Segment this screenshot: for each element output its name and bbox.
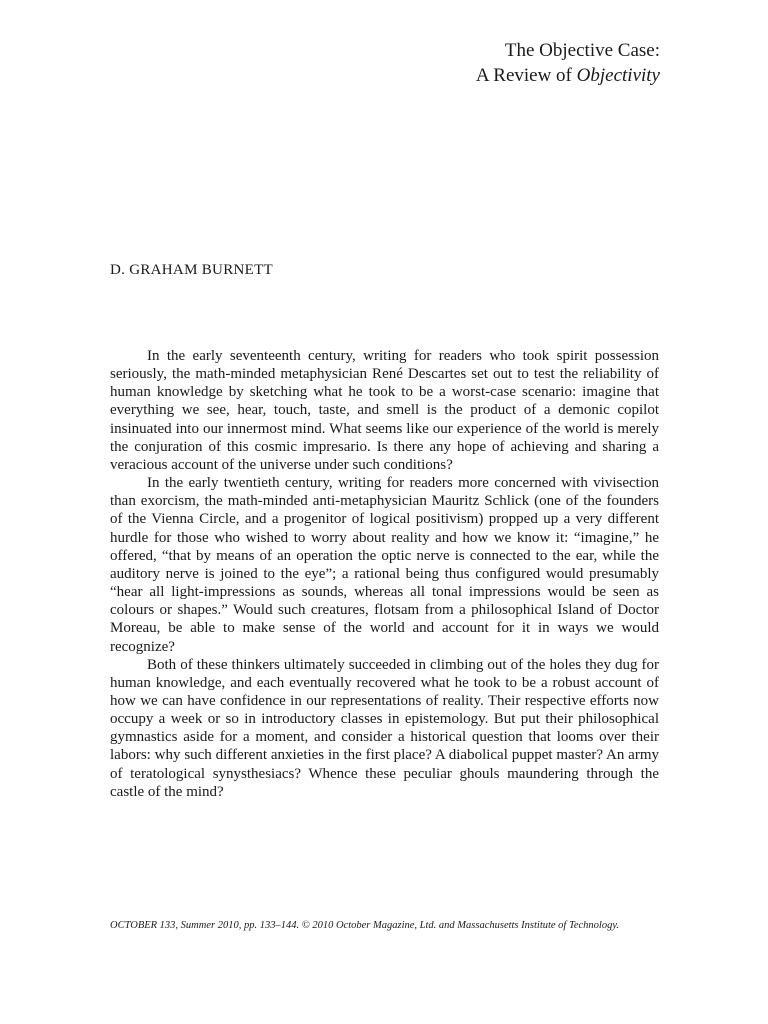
article-body (110, 347, 659, 801)
paragraph-2: In the early twentieth century, writing for readers more concerned with vivisection than exorcism, the math-minded anti-metaphysician Mauritz Schlick (one of the founders of the Vienna Circle, and a progenitor of logical positivism) propped up a very different hurdle for those who wished to worry about reality and how we know it: “imagine,” he offered, “that by means of an operation the optic nerve is connected to the ear, while the auditory nerve is joined to the eye”; a rational being thus configured would presumably “hear all light-impressions as sounds, whereas all tonal impressions would be seen as colours or shapes.” Would such creatures, flotsam from a philosophical Island of Doctor Moreau, be able to make sense of the world and account for it in ways we would recognize? (110, 475, 659, 655)
author-name: D. GRAHAM BURNETT (110, 262, 274, 278)
citation-footer: OCTOBER 133, Summer 2010, pp. 133–144. © 2010 October Magazine, Ltd. and Massachusetts Institute of Technology. (110, 920, 620, 931)
paragraph-1: In the early seventeenth century, writing for readers who took spirit possession seriously, the math-minded metaphysician René Descartes set out to test the reliability of human knowledge by sketching what he took to be a worst-case scenario: imagine that everything we see, hear, touch, taste, and smell is the product of a demonic copilot insinuated into our innermost mind. What seems like our experience of the world is merely the conjuration of this cosmic impresario. Is there any hope of achieving and sharing a veracious account of the universe under such conditions? (110, 348, 659, 473)
title-line-2 (476, 63, 660, 88)
title-italic: Objectivity (576, 65, 660, 86)
paragraph-3: Both of these thinkers ultimately succeeded in climbing out of the holes they dug for human knowledge, and each eventually recovered what he took to be a robust account of how we can have confidence in our representations of reality. Their respective efforts now occupy a week or so in introductory classes in epistemology. But put their philosophical gymnastics aside for a moment, and consider a historical question that looms over their labors: why such different anxieties in the first place? A diabolical puppet master? An army of teratological synysthesiacs? Whence these peculiar ghouls maundering through the castle of the mind? (110, 656, 659, 800)
title-line-1: The Objective Case: (504, 40, 660, 61)
article-title (476, 38, 660, 88)
title-prefix: A Review of (475, 65, 577, 86)
